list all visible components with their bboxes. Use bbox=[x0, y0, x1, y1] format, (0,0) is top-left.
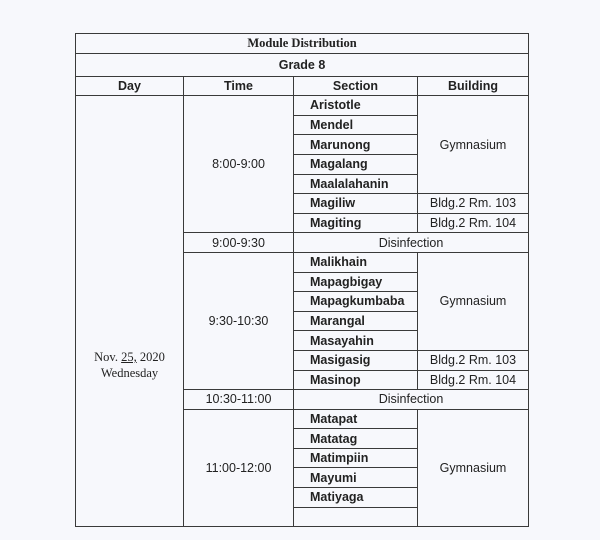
section-name: Matatag bbox=[294, 429, 418, 449]
column-header-time: Time bbox=[184, 76, 294, 96]
building-gymnasium: Gymnasium bbox=[418, 409, 529, 527]
section-name: Magalang bbox=[294, 154, 418, 174]
day-cell bbox=[76, 96, 184, 527]
section-name: Marangal bbox=[294, 311, 418, 331]
section-name: Matapat bbox=[294, 409, 418, 429]
date-prefix: Nov. bbox=[94, 350, 122, 365]
time-slot-3: 9:30-10:30 bbox=[184, 252, 294, 389]
date-year: 2020 bbox=[136, 350, 165, 365]
table-title: Module Distribution bbox=[76, 34, 529, 54]
time-slot-5: 11:00-12:00 bbox=[184, 409, 294, 527]
column-header-building: Building bbox=[418, 76, 529, 96]
section-name: Mendel bbox=[294, 115, 418, 135]
weekday: Wednesday bbox=[100, 366, 159, 381]
section-name: Masinop bbox=[294, 370, 418, 390]
section-name: Mapagbigay bbox=[294, 272, 418, 292]
grade-heading: Grade 8 bbox=[76, 53, 529, 76]
section-name: Masigasig bbox=[294, 350, 418, 370]
section-name: Mapagkumbaba bbox=[294, 292, 418, 312]
column-header-day: Day bbox=[76, 76, 184, 96]
building-room-104: Bldg.2 Rm. 104 bbox=[418, 370, 529, 390]
section-name: Aristotle bbox=[294, 96, 418, 116]
section-name: Matiyaga bbox=[294, 488, 418, 508]
building-room-104: Bldg.2 Rm. 104 bbox=[418, 213, 529, 233]
section-name: Magiliw bbox=[294, 194, 418, 214]
section-name-cut-off bbox=[294, 507, 418, 527]
section-name: Malikhain bbox=[294, 252, 418, 272]
building-gymnasium: Gymnasium bbox=[418, 96, 529, 194]
section-name: Maalalahanin bbox=[294, 174, 418, 194]
section-name: Matimpiin bbox=[294, 448, 418, 468]
building-room-103: Bldg.2 Rm. 103 bbox=[418, 350, 529, 370]
building-gymnasium: Gymnasium bbox=[418, 252, 529, 350]
column-header-section: Section bbox=[294, 76, 418, 96]
section-name: Magiting bbox=[294, 213, 418, 233]
section-name: Marunong bbox=[294, 135, 418, 155]
disinfection-label: Disinfection bbox=[294, 233, 529, 253]
time-slot-1: 8:00-9:00 bbox=[184, 96, 294, 233]
disinfection-label: Disinfection bbox=[294, 390, 529, 410]
time-slot-4: 10:30-11:00 bbox=[184, 390, 294, 410]
section-name: Mayumi bbox=[294, 468, 418, 488]
section-name: Masayahin bbox=[294, 331, 418, 351]
time-slot-2: 9:00-9:30 bbox=[184, 233, 294, 253]
module-distribution-table bbox=[75, 33, 529, 527]
building-room-103: Bldg.2 Rm. 103 bbox=[418, 194, 529, 214]
date-day: 25, bbox=[121, 350, 137, 365]
